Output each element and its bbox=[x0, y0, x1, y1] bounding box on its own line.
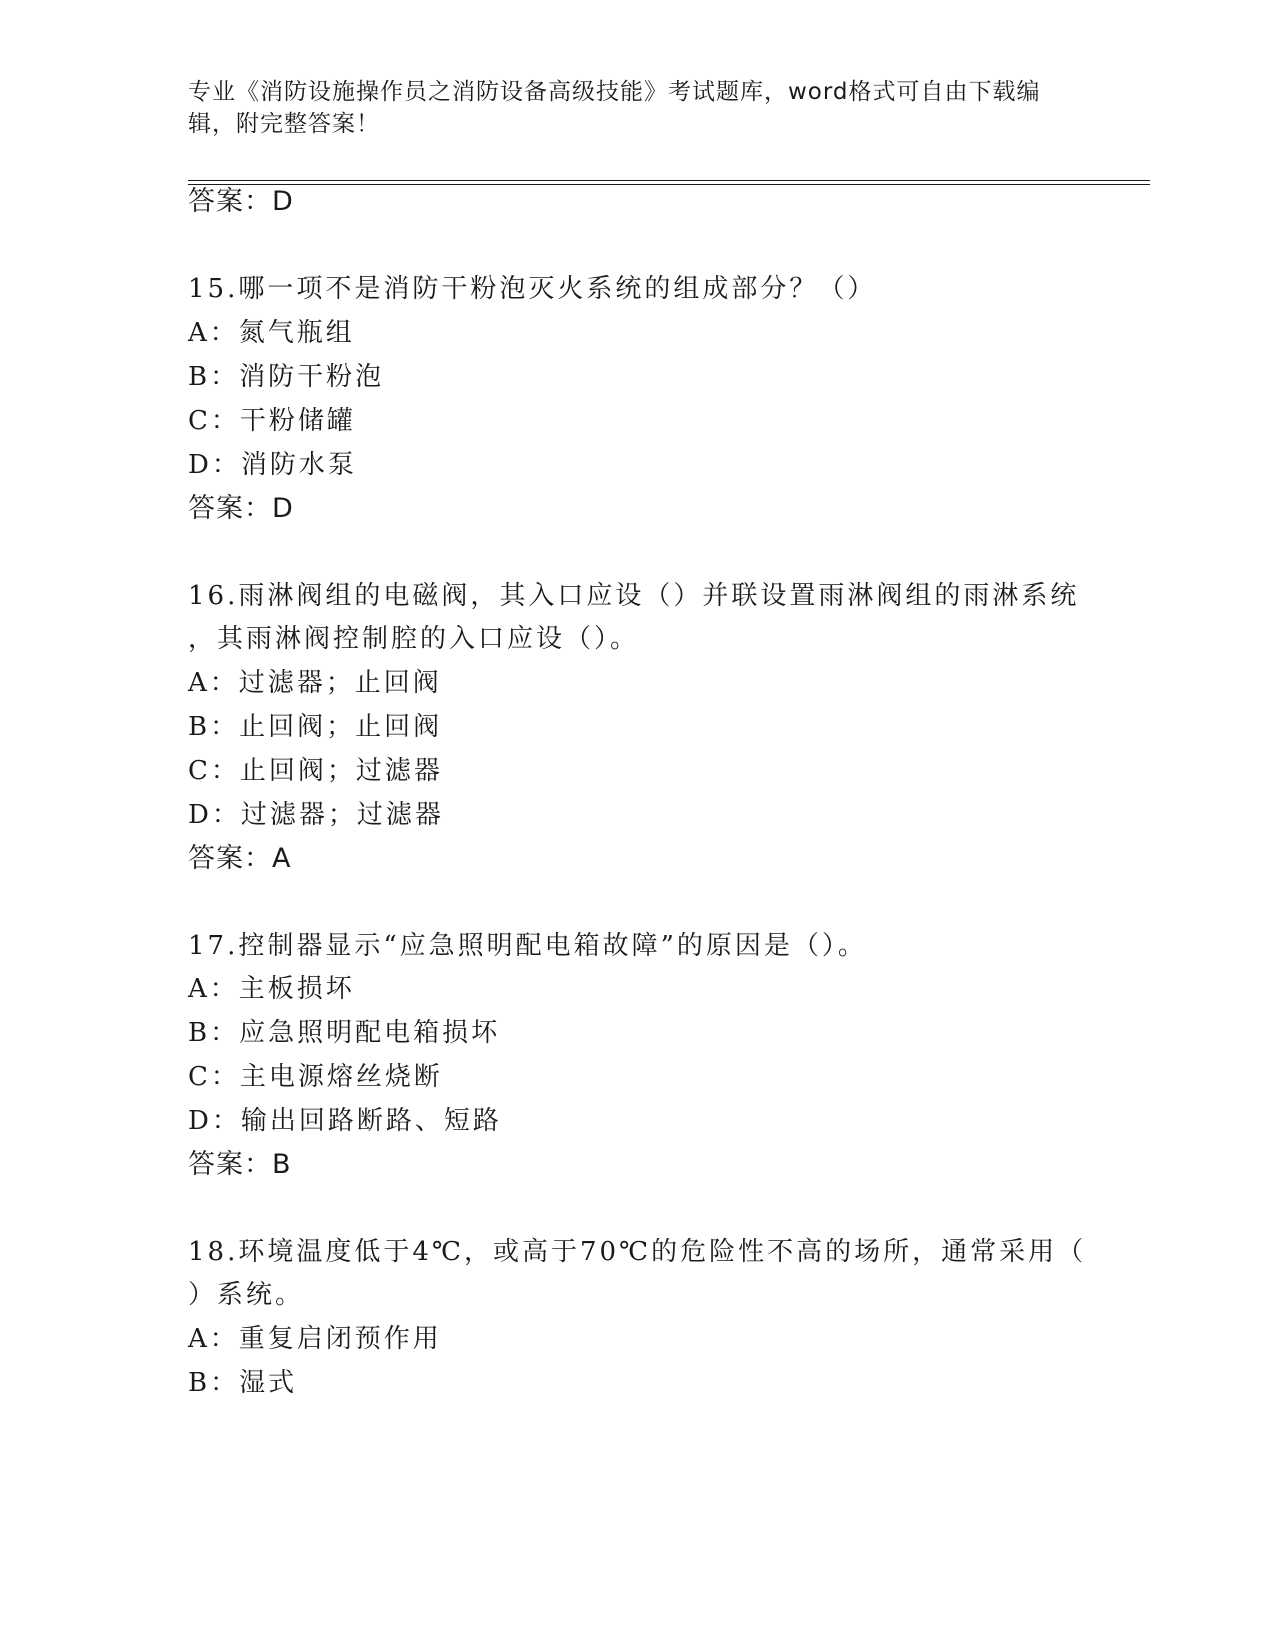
option-b: B：湿式 bbox=[188, 1368, 298, 1398]
question-stem: 15.哪一项不是消防干粉泡灭火系统的组成部分？（） bbox=[188, 274, 877, 304]
option-a: A：主板损坏 bbox=[188, 974, 355, 1004]
option-b: B：消防干粉泡 bbox=[188, 362, 385, 392]
option-d: D：输出回路断路、短路 bbox=[188, 1106, 502, 1136]
answer-line: 答案：B bbox=[188, 1149, 292, 1180]
option-a: A：过滤器；止回阀 bbox=[188, 668, 442, 698]
option-a: A：重复启闭预作用 bbox=[188, 1324, 442, 1354]
question-stem-continued: ）系统。 bbox=[188, 1280, 305, 1310]
answer-line: 答案：A bbox=[188, 843, 292, 874]
option-d: D：过滤器；过滤器 bbox=[188, 800, 444, 830]
question-stem: 17.控制器显示“应急照明配电箱故障”的原因是（）。 bbox=[188, 931, 867, 961]
option-b: B：止回阀；止回阀 bbox=[188, 712, 443, 742]
answer-line: 答案：D bbox=[188, 186, 294, 217]
header-divider-bottom bbox=[188, 184, 1150, 185]
option-d: D：消防水泵 bbox=[188, 450, 357, 480]
option-c: C：干粉储罐 bbox=[188, 406, 356, 436]
question-stem: 16.雨淋阀组的电磁阀，其入口应设（）并联设置雨淋阀组的雨淋系统 bbox=[188, 581, 1080, 611]
document-header: 专业《消防设施操作员之消防设备高级技能》考试题库，word格式可自由下载编辑，附完整答案！ bbox=[188, 79, 1041, 137]
option-a: A：氮气瓶组 bbox=[188, 318, 355, 348]
header-divider-top bbox=[188, 180, 1150, 181]
question-stem-continued: ，其雨淋阀控制腔的入口应设（）。 bbox=[188, 624, 640, 654]
question-stem: 18.环境温度低于4℃，或高于70℃的危险性不高的场所，通常采用（ bbox=[188, 1237, 1087, 1267]
option-c: C：主电源熔丝烧断 bbox=[188, 1062, 443, 1092]
answer-line: 答案：D bbox=[188, 493, 294, 524]
option-c: C：止回阀；过滤器 bbox=[188, 756, 443, 786]
option-b: B：应急照明配电箱损坏 bbox=[188, 1018, 501, 1048]
